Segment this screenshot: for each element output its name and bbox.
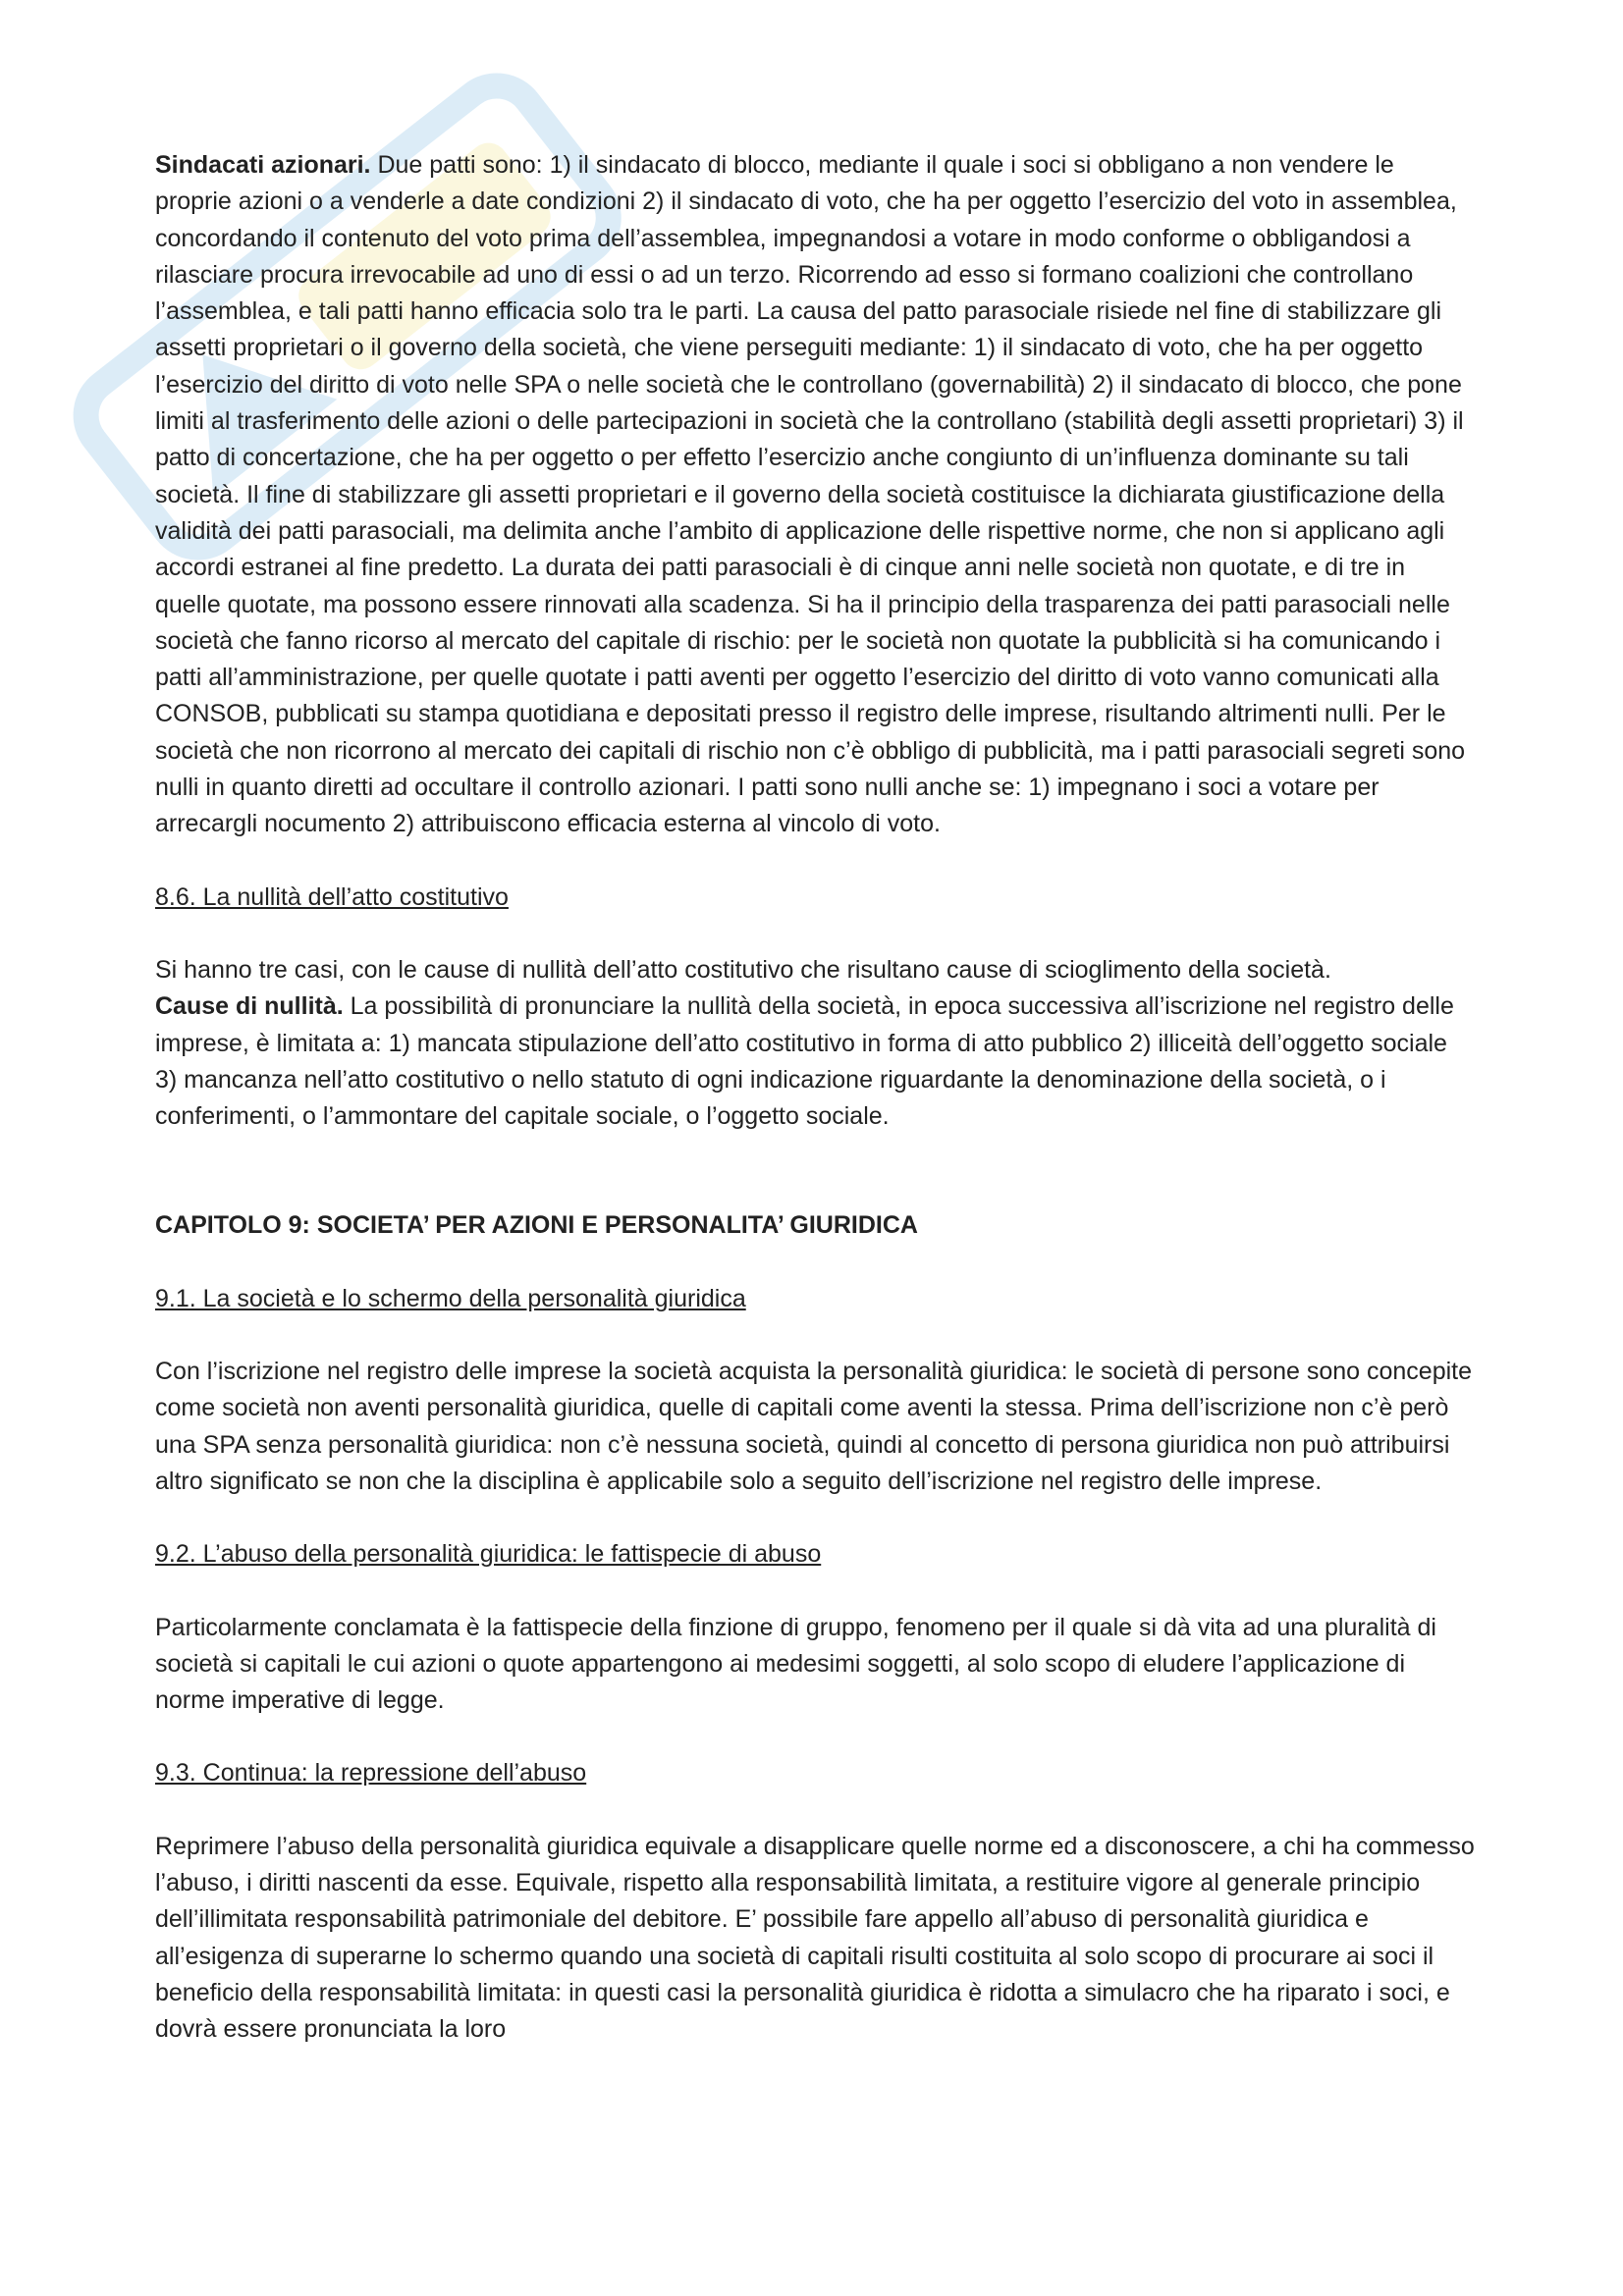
paragraph-cause-nullita — [155, 988, 1476, 1135]
paragraph-sindacati — [155, 147, 1476, 843]
chapter-title-9: CAPITOLO 9: SOCIETA’ PER AZIONI E PERSONALITA’ GIURIDICA — [155, 1211, 918, 1240]
section-heading-8-6: 8.6. La nullità dell’atto costitutivo — [155, 882, 509, 911]
sindacati-lead: Sindacati azionari. — [155, 151, 371, 179]
paragraph-9-2: Particolarmente conclamata è la fattispecie della finzione di gruppo, fenomeno per il quale si dà vita ad una pluralità di società si capitali le cui azioni o quote appartengono ai medesimi soggetti, al solo scopo di eludere l’applicazione di norme imperative di legge. — [155, 1613, 1436, 1715]
paragraph-8-6-intro: Si hanno tre casi, con le cause di nullità dell’atto costitutivo che risultano cause di scioglimento della società. — [155, 955, 1331, 984]
sindacati-text: Due patti sono: 1) il sindacato di blocco, mediante il quale i soci si obbligano a non vendere le proprie azioni o a venderle a date condizioni 2) il sindacato di voto, che ha per oggetto l’esercizio del voto in assemblea, concordando il contenuto del voto prima dell’assemblea, impegnandosi a votare in modo conforme o obbligandosi a rilasciare procura irrevocabile ad uno di essi o ad un terzo. Ricorrendo ad esso si formano coalizioni che controllano l’assemblea, e tali patti hanno efficacia solo tra le parti. La causa del patto parasociale risiede nel fine di stabilizzare gli assetti proprietari o il governo della società, che viene perseguiti mediante: 1) il sindacato di voto, che ha per oggetto l’esercizio del diritto di voto nelle SPA o nelle società che le controllano (governabilità) 2) il sindacato di blocco, che pone limiti al trasferimento delle azioni o delle partecipazioni in società che la controllano (stabilità degli assetti proprietari) 3) il patto di concertazione, che ha per oggetto o per effetto l’esercizio anche congiunto di un’influenza dominante su tali società. Il fine di stabilizzare gli assetti proprietari e il governo della società costituisce la dichiarata giustificazione della validità dei patti parasociali, ma delimita anche l’ambito di applicazione delle rispettive norme, che non si applicano agli accordi estranei al fine predetto. La durata dei patti parasociali è di cinque anni nelle società non quotate, e di tre in quelle quotate, ma possono essere rinnovati alla scadenza. Si ha il principio della trasparenza dei patti parasociali nelle società che fanno ricorso al mercato del capitale di rischio: per le società non quotate la pubblicità si ha comunicando i patti all’amministrazione, per quelle quotate i patti aventi per oggetto l’esercizio del diritto di voto vanno comunicati alla CONSOB, pubblicati su stampa quotidiana e depositati presso il registro delle imprese, risultando altrimenti nulli. Per le società che non ricorrono al mercato dei capitali di rischio non c’è obbligo di pubblicità, ma i patti parasociali segreti sono nulli in quanto diretti ad occultare il controllo azionari. I patti sono nulli anche se: 1) impegnano i soci a votare per arrecargli nocumento 2) attribuiscono efficacia esterna al vincolo di voto. — [155, 151, 1466, 838]
section-heading-9-1: 9.1. La società e lo schermo della personalità giuridica — [155, 1284, 746, 1312]
cause-nullita-lead: Cause di nullità. — [155, 992, 344, 1021]
section-heading-9-3: 9.3. Continua: la repressione dell’abuso — [155, 1759, 587, 1788]
paragraph-9-3: Reprimere l’abuso della personalità giuridica equivale a disapplicare quelle norme ed a disconoscere, a chi ha commesso l’abuso, i diritti nascenti da esse. Equivale, rispetto alla responsabilità limitata, a restituire vigore al generale principio dell’illimitata responsabilità patrimoniale del debitore. E’ possibile fare appello all’abuso di personalità giuridica e all’esigenza di superarne lo schermo quando una società di capitali risulti costituita al solo scopo di procurare ai soci il beneficio della responsabilità limitata: in questi casi la personalità giuridica è ridotta a simulacro che ha riparato i soci, e dovrà essere pronunciata la loro — [155, 1832, 1475, 2044]
paragraph-9-1: Con l’iscrizione nel registro delle imprese la società acquista la personalità giuridica: le società di persone sono concepite come società non aventi personalità giuridica, quelle di capitali come aventi la stessa. Prima dell’iscrizione non c’è però una SPA senza personalità giuridica: non c’è nessuna società, quindi al concetto di persona giuridica non può attribuirsi altro significato se non che la disciplina è applicabile solo a seguito dell’iscrizione nel registro delle imprese. — [155, 1358, 1473, 1495]
cause-nullita-text: La possibilità di pronunciare la nullità della società, in epoca successiva all’iscrizione nel registro delle imprese, è limitata a: 1) mancata stipulazione dell’atto costitutivo in forma di atto pubblico 2) illiceità dell’oggetto sociale 3) mancanza nell’atto costitutivo o nello statuto di ogni indicazione riguardante la denominazione della società, o i conferimenti, o l’ammontare del capitale sociale, o l’oggetto sociale. — [155, 992, 1454, 1131]
document-page — [155, 147, 1476, 2048]
section-heading-9-2: 9.2. L’abuso della personalità giuridica: le fattispecie di abuso — [155, 1540, 822, 1569]
